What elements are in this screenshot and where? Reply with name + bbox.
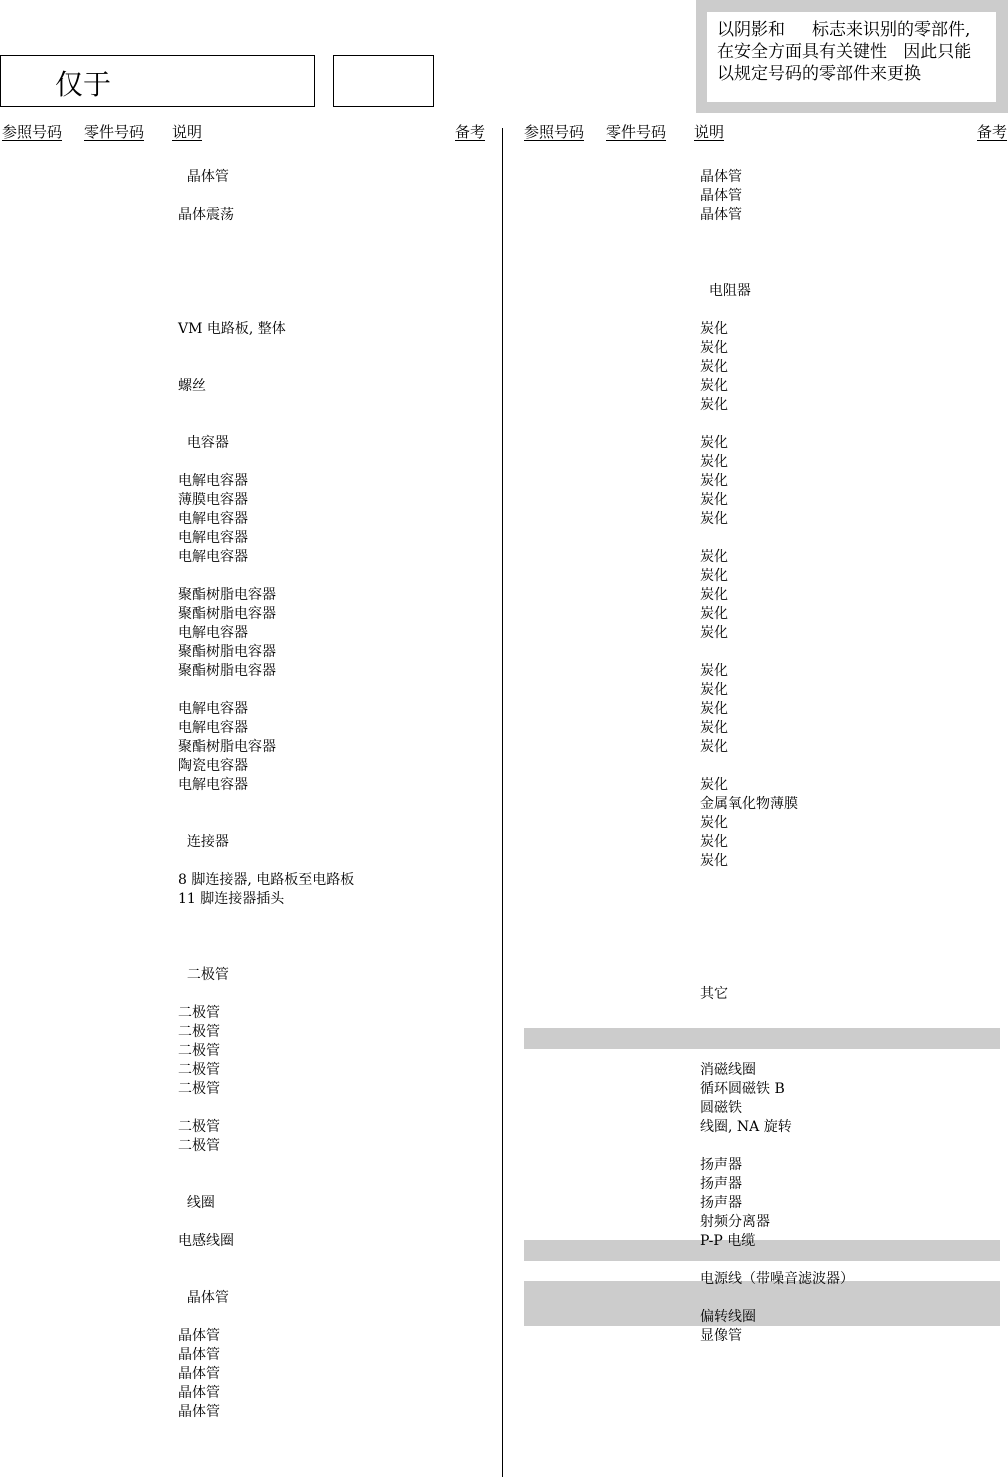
left-item: [178, 1251, 498, 1270]
left-item: 聚酯树脂电容器: [178, 739, 276, 755]
header-remarks-right: 备考: [977, 123, 1008, 141]
right-item: 其它: [700, 986, 728, 1002]
left-item: 二极管: [178, 1081, 220, 1097]
right-item: 炭化: [700, 340, 728, 356]
right-item: 炭化: [700, 359, 728, 375]
right-item: 炭化: [700, 454, 728, 470]
left-item: [178, 187, 498, 206]
right-item: 炭化: [700, 701, 728, 717]
right-item: 晶体管: [700, 207, 742, 223]
right-item: 循环圆磁铁 B: [700, 1081, 785, 1097]
left-item: [178, 358, 498, 377]
column-divider: [502, 128, 503, 1477]
right-item: 炭化: [700, 777, 728, 793]
right-item: 金属氧化物薄膜: [700, 796, 798, 812]
left-item: 晶体管: [178, 1290, 229, 1306]
right-item: 显像管: [700, 1328, 742, 1344]
right-item: 扬声器: [700, 1157, 742, 1173]
left-item: 线圈: [178, 1195, 215, 1211]
left-item: 陶瓷电容器: [178, 758, 248, 774]
left-item: [178, 928, 498, 947]
right-item: 炭化: [700, 587, 728, 603]
header-remarks-left: 备考: [455, 123, 486, 141]
model-box: [333, 55, 434, 107]
right-item: [700, 1289, 1008, 1308]
right-item: 炭化: [700, 739, 728, 755]
left-item: [178, 1156, 498, 1175]
left-item: 电解电容器: [178, 511, 248, 527]
left-item: 电解电容器: [178, 777, 248, 793]
left-item: [178, 814, 498, 833]
right-item: [700, 244, 1008, 263]
right-item: 晶体管: [700, 169, 742, 185]
left-item: [178, 453, 498, 472]
left-item: [178, 985, 498, 1004]
left-item: 晶体震荡: [178, 207, 234, 223]
left-item: [178, 1270, 498, 1289]
right-item: [700, 909, 1008, 928]
right-item: [700, 225, 1008, 244]
right-item: 炭化: [700, 492, 728, 508]
right-item: 射频分离器: [700, 1214, 770, 1230]
right-item: [700, 643, 1008, 662]
right-item: [700, 928, 1008, 947]
left-item: [178, 795, 498, 814]
left-item: [178, 301, 498, 320]
right-item: [700, 757, 1008, 776]
right-item: 扬声器: [700, 1176, 742, 1192]
right-item: [700, 1004, 1008, 1023]
right-item: 偏转线圈: [700, 1309, 756, 1325]
left-item: 8 脚连接器, 电路板至电路板: [178, 872, 355, 888]
title-box: [0, 55, 315, 107]
right-item: [700, 947, 1008, 966]
right-item: [700, 529, 1008, 548]
right-item: 线圈, NA 旋转: [700, 1119, 792, 1135]
left-item: 聚酯树脂电容器: [178, 587, 276, 603]
left-item: 电容器: [178, 435, 229, 451]
left-item: [178, 947, 498, 966]
page-title: 仅于: [55, 68, 112, 101]
right-item: 炭化: [700, 397, 728, 413]
header-part-no-right: 零件号码: [606, 123, 667, 141]
left-item: 11 脚连接器插头: [178, 891, 285, 907]
left-item: 电解电容器: [178, 473, 248, 489]
left-item: 二极管: [178, 1043, 220, 1059]
left-item: [178, 396, 498, 415]
header-ref-no-right: 参照号码: [524, 123, 585, 141]
left-description-list: [178, 168, 498, 1422]
right-description-list: [700, 168, 1008, 1346]
left-item: [178, 681, 498, 700]
left-item: [178, 909, 498, 928]
left-item: 螺丝: [178, 378, 206, 394]
right-item: 炭化: [700, 511, 728, 527]
left-item: 二极管: [178, 1005, 220, 1021]
right-item: 炭化: [700, 549, 728, 565]
right-item: [700, 1042, 1008, 1061]
header-description-left: 说明: [172, 123, 203, 141]
left-item: 二极管: [178, 1119, 220, 1135]
right-item: [700, 1251, 1008, 1270]
right-item: 消磁线圈: [700, 1062, 756, 1078]
left-item: 晶体管: [178, 1404, 220, 1420]
right-item: 圆磁铁: [700, 1100, 742, 1116]
left-item: [178, 282, 498, 301]
left-item: 电解电容器: [178, 701, 248, 717]
right-item: 炭化: [700, 435, 728, 451]
right-item: [700, 1137, 1008, 1156]
right-item: 炭化: [700, 625, 728, 641]
left-item: 电解电容器: [178, 720, 248, 736]
left-item: 二极管: [178, 1138, 220, 1154]
right-item: 炭化: [700, 815, 728, 831]
left-item: [178, 1308, 498, 1327]
left-item: 薄膜电容器: [178, 492, 248, 508]
header-part-no-left: 零件号码: [84, 123, 145, 141]
right-item: [700, 1023, 1008, 1042]
left-item: [178, 263, 498, 282]
right-item: P-P 电缆: [700, 1233, 756, 1249]
left-item: 晶体管: [178, 169, 229, 185]
right-item: [700, 263, 1008, 282]
right-item: 炭化: [700, 321, 728, 337]
left-item: 二极管: [178, 1062, 220, 1078]
left-item: 聚酯树脂电容器: [178, 663, 276, 679]
right-item: 扬声器: [700, 1195, 742, 1211]
left-item: 聚酯树脂电容器: [178, 644, 276, 660]
header-ref-no-left: 参照号码: [2, 123, 63, 141]
left-item: [178, 1213, 498, 1232]
left-item: [178, 415, 498, 434]
right-item: 炭化: [700, 682, 728, 698]
left-item: 二极管: [178, 1024, 220, 1040]
left-item: [178, 225, 498, 244]
left-item: 晶体管: [178, 1328, 220, 1344]
left-item: 连接器: [178, 834, 229, 850]
right-item: 电阻器: [700, 283, 751, 299]
left-item: [178, 1099, 498, 1118]
left-item: 电解电容器: [178, 530, 248, 546]
left-item: 电感线圈: [178, 1233, 234, 1249]
right-item: 炭化: [700, 378, 728, 394]
right-item: [700, 966, 1008, 985]
left-item: [178, 852, 498, 871]
right-item: 炭化: [700, 663, 728, 679]
left-item: 电解电容器: [178, 625, 248, 641]
right-item: 炭化: [700, 568, 728, 584]
left-item: 电解电容器: [178, 549, 248, 565]
left-item: 晶体管: [178, 1347, 220, 1363]
right-item: 电源线（带噪音滤波器）: [700, 1271, 854, 1287]
left-item: 二极管: [178, 967, 229, 983]
right-item: 炭化: [700, 606, 728, 622]
left-item: [178, 567, 498, 586]
right-item: 炭化: [700, 473, 728, 489]
left-item: 晶体管: [178, 1366, 220, 1382]
right-item: [700, 301, 1008, 320]
left-item: VM 电路板, 整体: [178, 321, 286, 337]
left-item: 聚酯树脂电容器: [178, 606, 276, 622]
safety-notice-text: 以阴影和 标志来识别的零部件, 在安全方面具有关键性 因此只能 以规定号码的零部件来更换: [717, 20, 972, 84]
right-item: 炭化: [700, 853, 728, 869]
right-item: 炭化: [700, 720, 728, 736]
left-item: [178, 1175, 498, 1194]
right-item: 晶体管: [700, 188, 742, 204]
left-item: [178, 244, 498, 263]
header-description-right: 说明: [694, 123, 725, 141]
left-item: 晶体管: [178, 1385, 220, 1401]
right-item: [700, 415, 1008, 434]
right-item: [700, 871, 1008, 890]
left-item: [178, 339, 498, 358]
right-item: 炭化: [700, 834, 728, 850]
right-item: [700, 890, 1008, 909]
